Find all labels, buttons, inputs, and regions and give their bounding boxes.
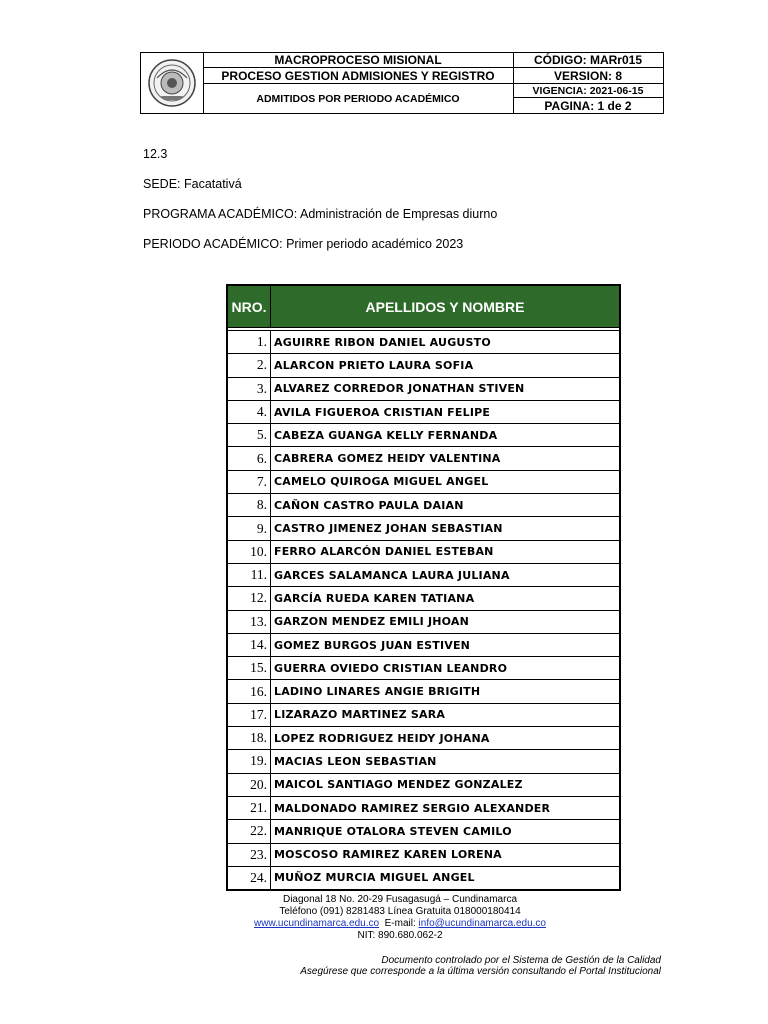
table-row [227, 377, 620, 400]
table-row [227, 540, 620, 563]
website-link[interactable]: www.ucundinamarca.edu.co [254, 918, 380, 929]
student-name: LOPEZ RODRIGUEZ HEIDY JOHANA [271, 727, 621, 750]
col-nombre-header: APELLIDOS Y NOMBRE [271, 285, 621, 328]
row-number: 23. [227, 843, 271, 866]
table-row [227, 587, 620, 610]
row-number: 11. [227, 563, 271, 586]
footer-nit: NIT: 890.680.062-2 [357, 930, 443, 941]
header-middle [203, 53, 514, 113]
row-number: 22. [227, 820, 271, 843]
table-row [227, 610, 620, 633]
university-seal-icon [147, 58, 197, 108]
table-row [227, 354, 620, 377]
table-body [227, 328, 620, 891]
student-name: GARCES SALAMANCA LAURA JULIANA [271, 563, 621, 586]
student-name: GARZON MENDEZ EMILI JHOAN [271, 610, 621, 633]
codigo-label: CÓDIGO: MARr015 [513, 53, 663, 68]
table-row [227, 657, 620, 680]
student-name: MOSCOSO RAMIREZ KAREN LORENA [271, 843, 621, 866]
sede-line: SEDE: Facatativá [143, 177, 242, 191]
document-header [140, 52, 664, 114]
student-name: CAÑON CASTRO PAULA DAIAN [271, 494, 621, 517]
section-number: 12.3 [143, 147, 168, 161]
row-number: 8. [227, 494, 271, 517]
row-number: 15. [227, 657, 271, 680]
table-row [227, 773, 620, 796]
student-name: AGUIRRE RIBON DANIEL AUGUSTO [271, 331, 621, 354]
student-name: ALARCON PRIETO LAURA SOFIA [271, 354, 621, 377]
student-name: MANRIQUE OTALORA STEVEN CAMILO [271, 820, 621, 843]
row-number: 12. [227, 587, 271, 610]
student-name: FERRO ALARCÓN DANIEL ESTEBAN [271, 540, 621, 563]
row-number: 21. [227, 796, 271, 819]
student-name: CABRERA GOMEZ HEIDY VALENTINA [271, 447, 621, 470]
email-label: E-mail: [379, 918, 419, 929]
row-number: 16. [227, 680, 271, 703]
footer-phone: Teléfono (091) 8281483 Línea Gratuita 018000180414 [279, 906, 521, 917]
proceso-title: PROCESO GESTION ADMISIONES Y REGISTRO [203, 68, 513, 84]
row-number: 17. [227, 703, 271, 726]
table-row [227, 703, 620, 726]
pagina-label: PAGINA: 1 de 2 [544, 98, 632, 113]
table-row [227, 680, 620, 703]
macroproceso-title: MACROPROCESO MISIONAL [203, 53, 513, 68]
table-row [227, 470, 620, 493]
student-name: GUERRA OVIEDO CRISTIAN LEANDRO [271, 657, 621, 680]
student-name: MALDONADO RAMIREZ SERGIO ALEXANDER [271, 796, 621, 819]
student-name: MAICOL SANTIAGO MENDEZ GONZALEZ [271, 773, 621, 796]
row-number: 9. [227, 517, 271, 540]
table-row [227, 447, 620, 470]
student-name: ALVAREZ CORREDOR JONATHAN STIVEN [271, 377, 621, 400]
row-number: 19. [227, 750, 271, 773]
student-name: MUÑOZ MURCIA MIGUEL ANGEL [271, 866, 621, 890]
table-row [227, 843, 620, 866]
row-number: 1. [227, 331, 271, 354]
periodo-line: PERIODO ACADÉMICO: Primer periodo académico 2023 [143, 237, 464, 251]
table-row [227, 563, 620, 586]
row-number: 5. [227, 424, 271, 447]
student-name: MACIAS LEON SEBASTIAN [271, 750, 621, 773]
table-row [227, 424, 620, 447]
table-row [227, 866, 620, 890]
quality-note-1: Documento controlado por el Sistema de Gestión de la Calidad [381, 955, 661, 966]
student-name: GOMEZ BURGOS JUAN ESTIVEN [271, 633, 621, 656]
row-number: 4. [227, 400, 271, 423]
student-name: CABEZA GUANGA KELLY FERNANDA [271, 424, 621, 447]
row-number: 20. [227, 773, 271, 796]
row-number: 7. [227, 470, 271, 493]
student-name: GARCÍA RUEDA KAREN TATIANA [271, 587, 621, 610]
student-name: AVILA FIGUEROA CRISTIAN FELIPE [271, 400, 621, 423]
student-name: LIZARAZO MARTINEZ SARA [271, 703, 621, 726]
admitted-table [226, 284, 621, 891]
row-number: 24. [227, 866, 271, 890]
row-number: 3. [227, 377, 271, 400]
row-number: 2. [227, 354, 271, 377]
col-nro-header: NRO. [227, 285, 271, 328]
table-row [227, 820, 620, 843]
programa-line: PROGRAMA ACADÉMICO: Administración de Empresas diurno [143, 207, 498, 221]
table-row [227, 796, 620, 819]
document-title: ADMITIDOS POR PERIODO ACADÉMICO [256, 92, 460, 105]
row-number: 13. [227, 610, 271, 633]
table-header-row [227, 285, 620, 328]
footer-contact [200, 918, 600, 929]
logo-cell [141, 53, 204, 113]
table-row [227, 517, 620, 540]
table-row [227, 400, 620, 423]
student-name: LADINO LINARES ANGIE BRIGITH [271, 680, 621, 703]
quality-note-2: Asegúrese que corresponde a la última versión consultando el Portal Institucional [300, 966, 661, 977]
row-number: 6. [227, 447, 271, 470]
row-number: 18. [227, 727, 271, 750]
table-row [227, 750, 620, 773]
table-row [227, 494, 620, 517]
email-link[interactable]: info@ucundinamarca.edu.co [418, 918, 546, 929]
row-number: 14. [227, 633, 271, 656]
student-name: CAMELO QUIROGA MIGUEL ANGEL [271, 470, 621, 493]
table-row [227, 633, 620, 656]
version-label: VERSION: 8 [513, 68, 663, 84]
header-right [513, 53, 663, 113]
table-row [227, 331, 620, 354]
footer-address: Diagonal 18 No. 20-29 Fusagasugá – Cundinamarca [282, 894, 518, 905]
vigencia-label: VIGENCIA: 2021-06-15 [513, 84, 663, 98]
row-number: 10. [227, 540, 271, 563]
student-name: CASTRO JIMENEZ JOHAN SEBASTIAN [271, 517, 621, 540]
table-row [227, 727, 620, 750]
